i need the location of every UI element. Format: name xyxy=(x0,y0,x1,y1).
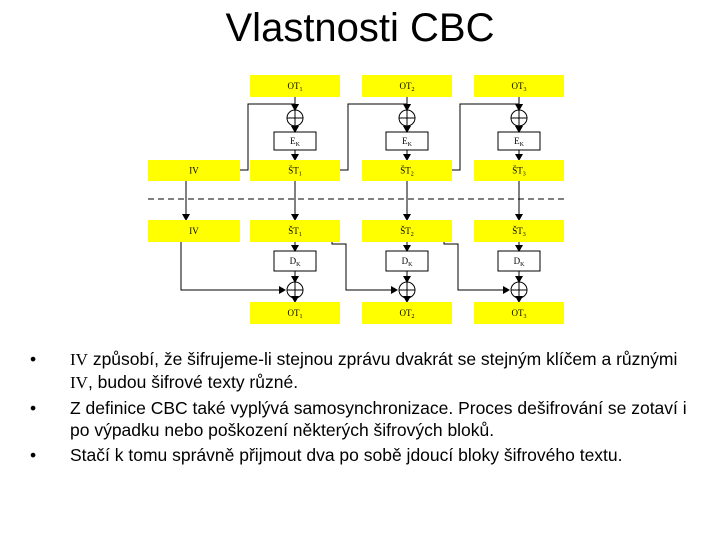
dec-chain-1 xyxy=(332,242,397,290)
slide-title: Vlastnosti CBC xyxy=(225,6,495,50)
dec-plaintext-3-label: $OT_3$ xyxy=(511,308,527,320)
dec-key-2-label: $D_K$ xyxy=(401,256,413,268)
dec-plaintext-2-label: $OT_2$ xyxy=(399,308,415,320)
bullet-dot: • xyxy=(30,398,37,418)
enc-ciphertext-2-label: $ŠT_2$ xyxy=(400,165,414,178)
enc-ciphertext-1-label: $ŠT_1$ xyxy=(288,165,302,178)
iv-block-dec-label: IV xyxy=(189,226,199,236)
enc-plaintext-1-label: $OT_1$ xyxy=(287,81,303,93)
bullet-item xyxy=(24,348,704,394)
bullet-item xyxy=(24,444,704,466)
dec-chain-iv xyxy=(181,242,285,290)
bullet-text: Stačí k tomu správně přijmout dva po sobě jdoucí bloky šifrového textu. xyxy=(70,445,623,465)
dec-ciphertext-3-label: $ŠT_3$ xyxy=(512,226,526,238)
bullet-dot: • xyxy=(30,445,37,465)
bullet-dot: • xyxy=(30,349,37,369)
dec-chain-2 xyxy=(444,242,509,290)
enc-plaintext-2-label: $OT_2$ xyxy=(399,81,415,93)
bullet-text: Z definice CBC také vyplývá samosynchronizace. Proces dešifrování se zotaví i po výpadku nebo poškození některých šifrových bloků. xyxy=(70,398,687,440)
bullet-text: IV xyxy=(70,350,88,369)
bullet-text: , budou šifrové texty různé. xyxy=(87,372,299,392)
dec-key-3-label: $D_K$ xyxy=(513,256,525,268)
dec-plaintext-1-label: $OT_1$ xyxy=(287,308,303,320)
enc-plaintext-3-label: $OT_3$ xyxy=(511,81,527,93)
bullet-text: způsobí, že šifrujeme-li stejnou zprávu dvakrát se stejným klíčem a různými xyxy=(87,349,678,369)
dec-key-1-label: $D_K$ xyxy=(289,256,301,268)
iv-block-enc-label: IV xyxy=(189,165,199,176)
bullet-text: IV xyxy=(70,373,88,392)
dec-ciphertext-1-label: $ŠT_1$ xyxy=(288,226,302,238)
enc-ciphertext-3-label: $ŠT_3$ xyxy=(512,165,526,178)
enc-key-3-label: $E_K$ xyxy=(514,136,524,148)
bullet-list xyxy=(24,348,704,469)
enc-key-1-label: $E_K$ xyxy=(290,136,300,148)
enc-key-2-label: $E_K$ xyxy=(402,136,412,148)
bullet-item xyxy=(24,397,704,441)
dec-ciphertext-2-label: $ŠT_2$ xyxy=(400,226,414,238)
